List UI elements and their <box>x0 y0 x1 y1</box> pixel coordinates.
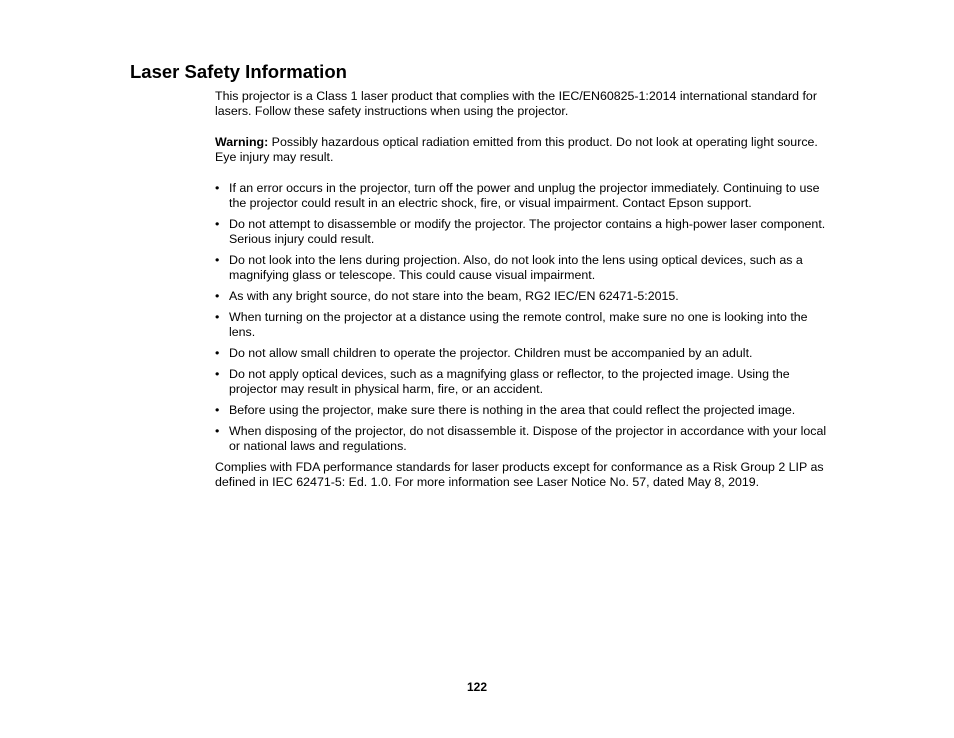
list-item <box>215 217 827 247</box>
safety-instructions-list <box>215 181 827 454</box>
list-item <box>215 310 827 340</box>
list-item <box>215 289 827 304</box>
list-item-text: Do not apply optical devices, such as a magnifying glass or reflector, to the projected image. Using the projector may result in physical harm, fire, or an accident. <box>229 367 790 396</box>
content-body <box>215 89 827 490</box>
list-item-text: Do not allow small children to operate the projector. Children must be accompanied by an adult. <box>229 346 753 360</box>
list-item <box>215 253 827 283</box>
intro-paragraph: This projector is a Class 1 laser product that complies with the IEC/EN60825-1:2014 international standard for lasers. Follow these safety instructions when using the projector. <box>215 89 817 118</box>
bullet-icon: • <box>215 181 220 195</box>
list-item-text: As with any bright source, do not stare into the beam, RG2 IEC/EN 62471-5:2015. <box>229 289 679 303</box>
list-item <box>215 424 827 454</box>
list-item-text: If an error occurs in the projector, turn off the power and unplug the projector immediately. Continuing to use the projector could result in an electric shock, fire, or visual impairment. Contact Epson support. <box>229 181 820 210</box>
page-number: 122 <box>466 680 488 694</box>
page-title: Laser Safety Information <box>130 61 347 82</box>
list-item-text: Before using the projector, make sure there is nothing in the area that could reflect the projected image. <box>229 403 796 417</box>
list-item <box>215 403 827 418</box>
fda-compliance-paragraph: Complies with FDA performance standards for laser products except for conformance as a Risk Group 2 LIP as defined in IEC 62471-5: Ed. 1.0. For more information see Laser Notice No. 57, dated May 8, 2019. <box>215 460 824 489</box>
list-item-text: Do not attempt to disassemble or modify the projector. The projector contains a high-power laser component. Serious injury could result. <box>229 217 826 246</box>
bullet-icon: • <box>215 403 220 417</box>
bullet-icon: • <box>215 253 220 267</box>
bullet-icon: • <box>215 346 220 360</box>
warning-label: Warning: <box>215 135 269 149</box>
bullet-icon: • <box>215 310 220 324</box>
list-item <box>215 181 827 211</box>
bullet-icon: • <box>215 289 220 303</box>
bullet-icon: • <box>215 217 220 231</box>
list-item <box>215 367 827 397</box>
list-item-text: When turning on the projector at a distance using the remote control, make sure no one is looking into the lens. <box>229 310 808 339</box>
list-item <box>215 346 827 361</box>
bullet-icon: • <box>215 424 220 438</box>
list-item-text: Do not look into the lens during projection. Also, do not look into the lens using optical devices, such as a magnifying glass or telescope. This could cause visual impairment. <box>229 253 803 282</box>
bullet-icon: • <box>215 367 220 381</box>
warning-text: Possibly hazardous optical radiation emitted from this product. Do not look at operating light source. Eye injury may result. <box>215 135 818 164</box>
list-item-text: When disposing of the projector, do not disassemble it. Dispose of the projector in accordance with your local or national laws and regulations. <box>229 424 827 453</box>
warning-paragraph <box>215 135 827 165</box>
